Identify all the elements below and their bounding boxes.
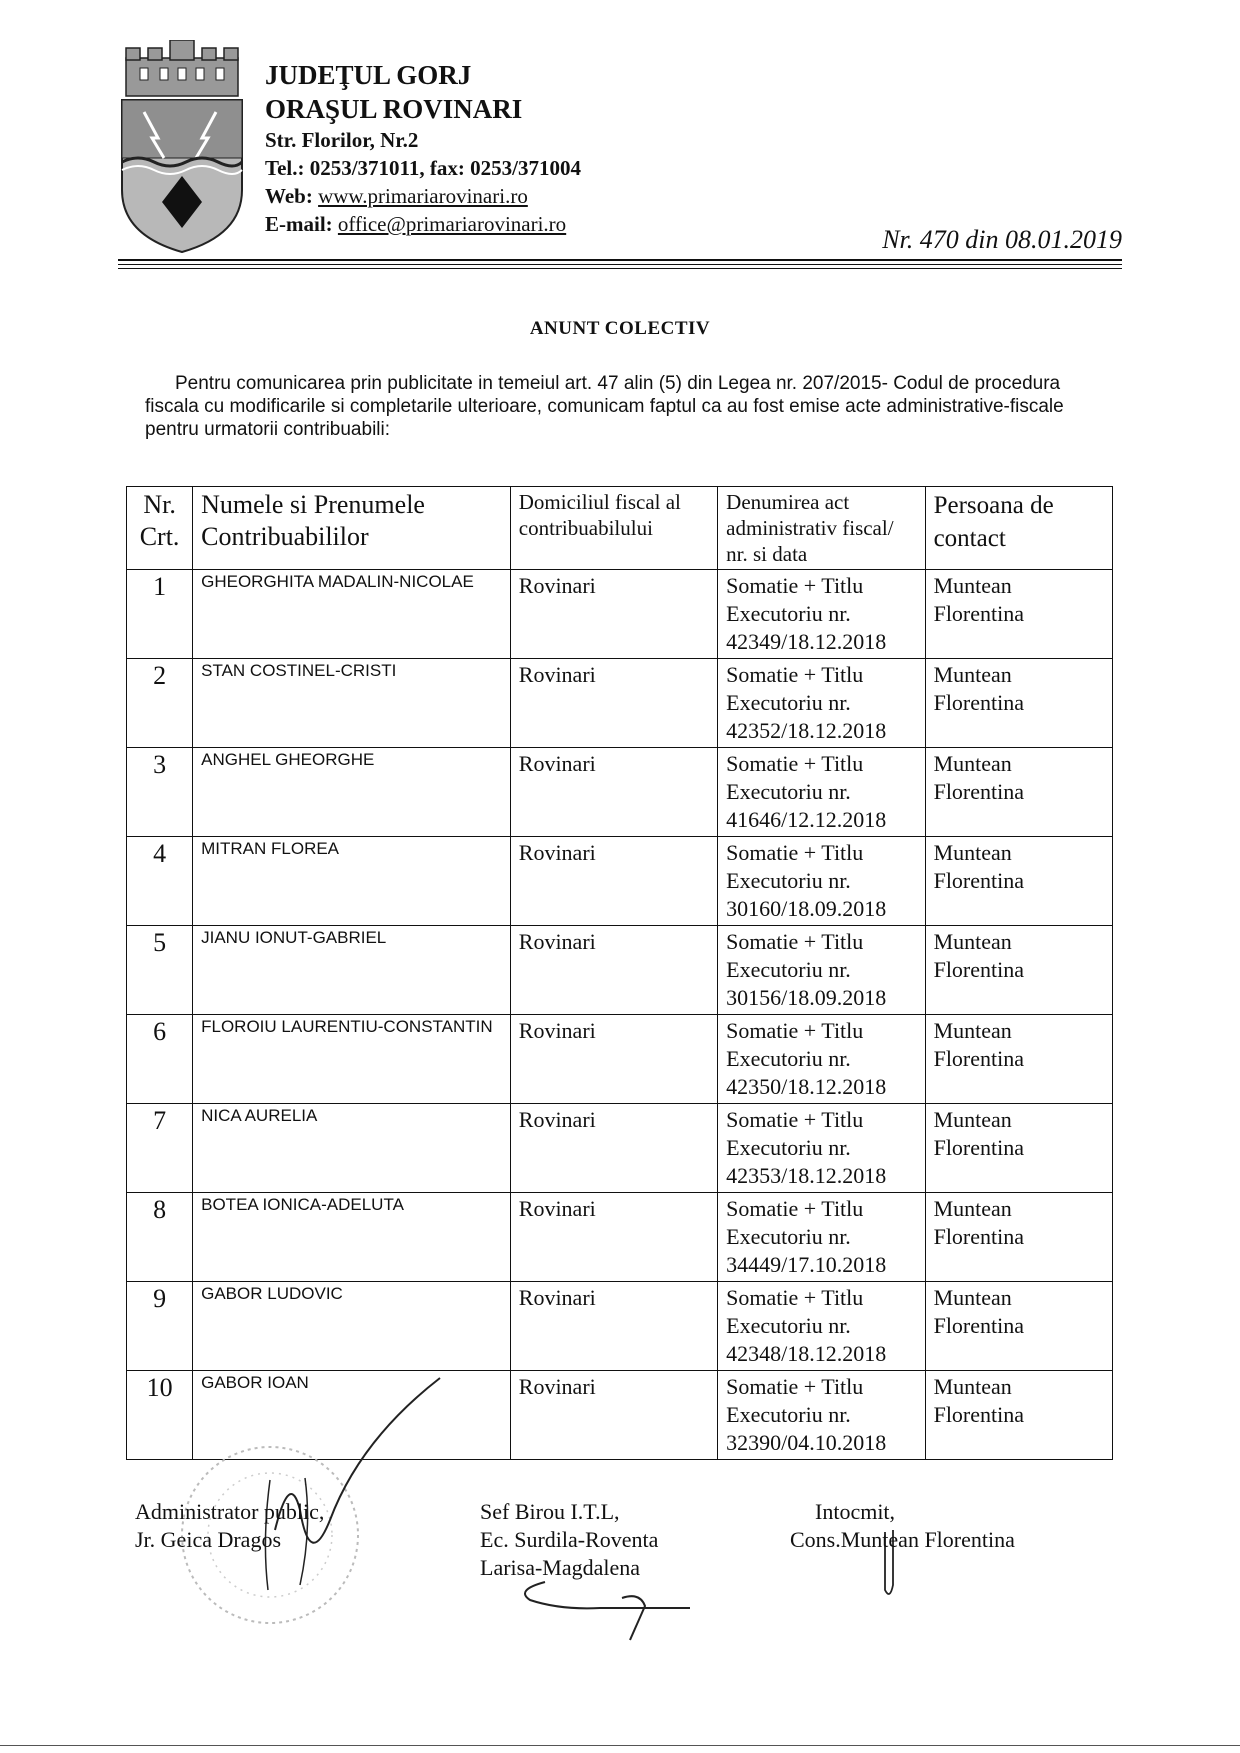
table-row <box>127 1282 1113 1371</box>
table-header-row <box>127 487 1113 570</box>
itl-name-line1: Ec. Surdila-Roventa <box>480 1527 659 1552</box>
cell-act: Somatie + Titlu Executoriu nr. 42350/18.12.2018 <box>718 1015 925 1104</box>
table-row <box>127 570 1113 659</box>
cell-nr: 3 <box>127 748 193 837</box>
cell-name: STAN COSTINEL-CRISTI <box>193 659 511 748</box>
cell-domicile: Rovinari <box>510 570 717 659</box>
cell-contact: Muntean Florentina <box>925 1104 1112 1193</box>
cell-contact: Muntean Florentina <box>925 1371 1112 1460</box>
cell-domicile: Rovinari <box>510 926 717 1015</box>
prepared-name: Cons.Muntean Florentina <box>790 1527 1015 1552</box>
itl-name-line2: Larisa-Magdalena <box>480 1555 641 1580</box>
email-link[interactable]: office@primariarovinari.ro <box>337 212 567 236</box>
taxpayers-table <box>126 486 1113 1460</box>
table-row <box>127 1015 1113 1104</box>
header-contact: Persoana de contact <box>925 487 1112 570</box>
cell-contact: Muntean Florentina <box>925 1193 1112 1282</box>
cell-nr: 2 <box>127 659 193 748</box>
cell-act: Somatie + Titlu Executoriu nr. 42352/18.12.2018 <box>718 659 925 748</box>
cell-act: Somatie + Titlu Executoriu nr. 42349/18.12.2018 <box>718 570 925 659</box>
cell-contact: Muntean Florentina <box>925 1282 1112 1371</box>
cell-contact: Muntean Florentina <box>925 748 1112 837</box>
cell-domicile: Rovinari <box>510 837 717 926</box>
table-row <box>127 1193 1113 1282</box>
cell-domicile: Rovinari <box>510 1282 717 1371</box>
cell-name: GABOR IOAN <box>193 1371 511 1460</box>
header-divider <box>118 264 1122 265</box>
email-label: E-mail: <box>265 212 333 236</box>
cell-act: Somatie + Titlu Executoriu nr. 32390/04.10.2018 <box>718 1371 925 1460</box>
prepared-role: Intocmit, <box>815 1499 896 1524</box>
signature-block-prepared-by <box>790 1498 1015 1554</box>
cell-nr: 8 <box>127 1193 193 1282</box>
cell-domicile: Rovinari <box>510 659 717 748</box>
table-row <box>127 1104 1113 1193</box>
admin-name: Jr. Geica Dragos <box>135 1527 282 1552</box>
coat-of-arms-icon <box>118 40 246 255</box>
header-nr: Nr. Crt. <box>127 487 193 570</box>
cell-name: GHEORGHITA MADALIN-NICOLAE <box>193 570 511 659</box>
cell-nr: 5 <box>127 926 193 1015</box>
table-row <box>127 748 1113 837</box>
cell-domicile: Rovinari <box>510 1193 717 1282</box>
table-row <box>127 837 1113 926</box>
cell-act: Somatie + Titlu Executoriu nr. 34449/17.10.2018 <box>718 1193 925 1282</box>
cell-name: MITRAN FLOREA <box>193 837 511 926</box>
town-name: ORAŞUL ROVINARI <box>265 94 523 124</box>
header-divider <box>118 268 1122 269</box>
itl-role: Sef Birou I.T.L, <box>480 1499 620 1524</box>
admin-role: Administrator public, <box>135 1499 325 1524</box>
cell-nr: 6 <box>127 1015 193 1104</box>
cell-nr: 10 <box>127 1371 193 1460</box>
cell-domicile: Rovinari <box>510 1371 717 1460</box>
phone-fax: Tel.: 0253/371011, fax: 0253/371004 <box>265 156 581 180</box>
cell-contact: Muntean Florentina <box>925 570 1112 659</box>
county-name: JUDEŢUL GORJ <box>265 60 472 90</box>
institution-header <box>265 58 581 238</box>
signature-block-admin <box>135 1498 324 1554</box>
header-act: Denumirea act administrativ fiscal/ nr. si data <box>718 487 925 570</box>
intro-paragraph: Pentru comunicarea prin publicitate in temeiul art. 47 alin (5) din Legea nr. 207/2015- Codul de procedura fiscala cu modificarile si completarile ulterioare, comunicam faptul ca au fost emise acte administrative-fiscale pentru urmatorii contribuabili: <box>145 373 1064 440</box>
cell-nr: 7 <box>127 1104 193 1193</box>
cell-contact: Muntean Florentina <box>925 837 1112 926</box>
cell-name: BOTEA IONICA-ADELUTA <box>193 1193 511 1282</box>
cell-act: Somatie + Titlu Executoriu nr. 30160/18.09.2018 <box>718 837 925 926</box>
cell-name: NICA AURELIA <box>193 1104 511 1193</box>
table-row <box>127 659 1113 748</box>
cell-domicile: Rovinari <box>510 1104 717 1193</box>
cell-nr: 4 <box>127 837 193 926</box>
cell-domicile: Rovinari <box>510 748 717 837</box>
cell-act: Somatie + Titlu Executoriu nr. 30156/18.09.2018 <box>718 926 925 1015</box>
document-title: ANUNT COLECTIV <box>529 318 711 339</box>
cell-act: Somatie + Titlu Executoriu nr. 42353/18.12.2018 <box>718 1104 925 1193</box>
cell-contact: Muntean Florentina <box>925 659 1112 748</box>
document-number: Nr. 470 din 08.01.2019 <box>882 225 1122 254</box>
cell-act: Somatie + Titlu Executoriu nr. 41646/12.12.2018 <box>718 748 925 837</box>
address: Str. Florilor, Nr.2 <box>265 128 419 152</box>
cell-name: GABOR LUDOVIC <box>193 1282 511 1371</box>
page-bottom-edge <box>0 1745 1240 1746</box>
signature-block-itl <box>480 1498 658 1582</box>
cell-nr: 1 <box>127 570 193 659</box>
email-line <box>265 210 581 238</box>
web-line <box>265 182 581 210</box>
cell-name: ANGHEL GHEORGHE <box>193 748 511 837</box>
table-row <box>127 926 1113 1015</box>
header-name: Numele si Prenumele Contribuabililor <box>193 487 511 570</box>
cell-domicile: Rovinari <box>510 1015 717 1104</box>
cell-name: FLOROIU LAURENTIU-CONSTANTIN <box>193 1015 511 1104</box>
web-label: Web: <box>265 184 313 208</box>
header-divider <box>118 259 1122 261</box>
web-link[interactable]: www.primariarovinari.ro <box>318 184 528 208</box>
header-domicile: Domiciliul fiscal al contribuabilului <box>510 487 717 570</box>
cell-act: Somatie + Titlu Executoriu nr. 42348/18.12.2018 <box>718 1282 925 1371</box>
cell-contact: Muntean Florentina <box>925 1015 1112 1104</box>
cell-nr: 9 <box>127 1282 193 1371</box>
cell-contact: Muntean Florentina <box>925 926 1112 1015</box>
cell-name: JIANU IONUT-GABRIEL <box>193 926 511 1015</box>
